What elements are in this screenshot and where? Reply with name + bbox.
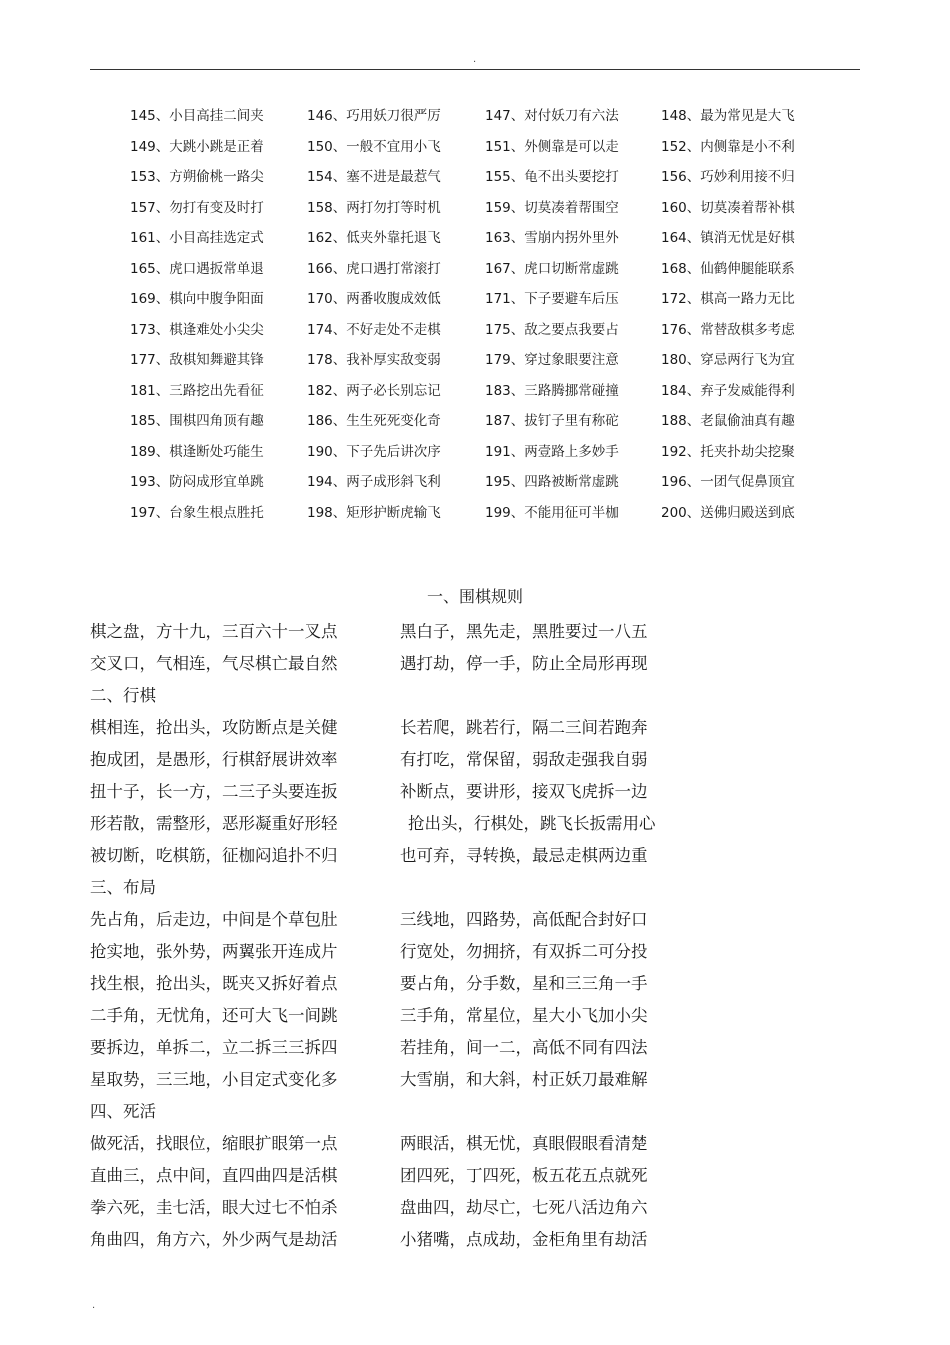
tip-item: 172、棋高一路力无比 [661, 291, 795, 308]
poem-right: 补断点，要讲形，接双飞虎拆一边 [400, 782, 648, 801]
tip-item: 148、最为常见是大飞 [661, 108, 795, 125]
tip-item: 155、龟不出头要挖打 [485, 169, 619, 186]
tip-item: 146、巧用妖刀很严厉 [307, 108, 441, 125]
tip-item: 147、对付妖刀有六法 [485, 108, 619, 125]
poem-line [90, 614, 830, 646]
tips-row [130, 496, 820, 527]
poem-left: 形若散，需整形，恶形凝重好形轻 [90, 814, 338, 833]
poem-left: 直曲三，点中间，直四曲四是活棋 [90, 1166, 338, 1185]
poem-line [90, 934, 830, 966]
poem-line [90, 1190, 830, 1222]
poem-left: 棋相连，抢出头，攻防断点是关健 [90, 718, 338, 737]
tip-item: 159、切莫凑着帮围空 [485, 199, 619, 216]
poem-line [90, 678, 830, 710]
poem-left: 找生根，抢出头，既夹又拆好着点 [90, 974, 338, 993]
tip-item: 190、下子先后讲次序 [307, 443, 441, 460]
rules-poem [90, 614, 830, 1254]
tip-item: 186、生生死死变化奇 [307, 413, 441, 430]
tip-item: 193、防闷成形宜单跳 [130, 474, 264, 491]
tip-item: 180、穿忌两行飞为宜 [661, 352, 795, 369]
poem-left: 拳六死，圭七活，眼大过七不怕杀 [90, 1198, 338, 1217]
poem-left: 四、死活 [90, 1102, 156, 1121]
poem-left: 先占角，后走边，中间是个草包肚 [90, 910, 338, 929]
poem-left: 二手角，无忧角，还可大飞一间跳 [90, 1006, 338, 1025]
tip-item: 189、棋逢断处巧能生 [130, 443, 264, 460]
poem-line [90, 742, 830, 774]
tips-row [130, 282, 820, 313]
poem-line [90, 1062, 830, 1094]
tip-item: 154、塞不进是最惹气 [307, 169, 441, 186]
tip-item: 162、低夹外靠托退飞 [307, 230, 441, 247]
poem-right: 黑白子，黑先走，黑胜要过一八五 [400, 622, 648, 641]
tip-item: 194、两子成形斜飞利 [307, 474, 441, 491]
tip-item: 169、棋向中腹争阳面 [130, 291, 264, 308]
poem-right: 若挂角，间一二，高低不同有四法 [400, 1038, 648, 1057]
tip-item: 179、穿过象眼要注意 [485, 352, 619, 369]
tip-item: 151、外侧靠是可以走 [485, 138, 619, 155]
tips-row [130, 313, 820, 344]
poem-line [90, 1158, 830, 1190]
tip-item: 161、小目高挂选定式 [130, 230, 264, 247]
tip-item: 197、台象生根点胜托 [130, 504, 264, 521]
poem-right: 抢出头，行棋处，跳飞长扳需用心 [408, 814, 656, 833]
tips-row [130, 435, 820, 466]
tip-item: 177、敌棋知舞避其锋 [130, 352, 264, 369]
tip-item: 156、巧妙利用接不归 [661, 169, 795, 186]
tip-item: 196、一团气促鼻顶宜 [661, 474, 795, 491]
tip-item: 149、大跳小跳是正着 [130, 138, 264, 155]
poem-line [90, 870, 830, 902]
tips-row [130, 343, 820, 374]
header-dot: . [473, 54, 477, 65]
tip-item: 198、矩形护断虎输飞 [307, 504, 441, 521]
poem-line [90, 966, 830, 998]
poem-left: 做死活，找眼位，缩眼扩眼第一点 [90, 1134, 338, 1153]
tips-table [130, 99, 820, 526]
poem-right: 盘曲四，劫尽亡，七死八活边角六 [400, 1198, 648, 1217]
poem-right: 要占角，分手数，星和三三角一手 [400, 974, 648, 993]
tips-row [130, 130, 820, 161]
tip-item: 176、常替敌棋多考虑 [661, 321, 795, 338]
tip-item: 184、弃子发威能得利 [661, 382, 795, 399]
poem-left: 抢实地，张外势，两翼张开连成片 [90, 942, 338, 961]
poem-left: 星取势，三三地，小目定式变化多 [90, 1070, 338, 1089]
poem-line [90, 646, 830, 678]
tip-item: 174、不好走处不走棋 [307, 321, 441, 338]
tip-item: 191、两壹路上多妙手 [485, 443, 619, 460]
tips-row [130, 465, 820, 496]
tip-item: 164、镇消无忧是好棋 [661, 230, 795, 247]
tips-row [130, 404, 820, 435]
poem-left: 被切断，吃棋筋，征枷闷追扑不归 [90, 846, 338, 865]
poem-left: 扭十子，长一方，二三子头要连扳 [90, 782, 338, 801]
tip-item: 173、棋逢难处小尖尖 [130, 321, 264, 338]
tip-item: 150、一般不宜用小飞 [307, 138, 441, 155]
tip-item: 160、切莫凑着帮补棋 [661, 199, 795, 216]
footer-dot: . [92, 1300, 96, 1311]
tips-row [130, 160, 820, 191]
tip-item: 171、下子要避车后压 [485, 291, 619, 308]
poem-right: 三线地，四路势，高低配合封好口 [400, 910, 648, 929]
poem-right: 团四死，丁四死，板五花五点就死 [400, 1166, 648, 1185]
tip-item: 192、托夹扑劫尖挖聚 [661, 443, 795, 460]
tip-item: 158、两打勿打等时机 [307, 199, 441, 216]
poem-line [90, 1222, 830, 1254]
tip-item: 168、仙鹤伸腿能联系 [661, 260, 795, 277]
tip-item: 153、方朔偷桃一路尖 [130, 169, 264, 186]
tip-item: 175、敌之要点我要占 [485, 321, 619, 338]
tip-item: 170、两番收腹成效低 [307, 291, 441, 308]
tip-item: 145、小目高挂二间夹 [130, 108, 264, 125]
poem-right: 遇打劫，停一手，防止全局形再现 [400, 654, 648, 673]
tip-item: 188、老鼠偷油真有趣 [661, 413, 795, 430]
poem-right: 三手角，常星位，星大小飞加小尖 [400, 1006, 648, 1025]
poem-left: 要拆边，单拆二，立二拆三三拆四 [90, 1038, 338, 1057]
poem-line [90, 1030, 830, 1062]
tip-item: 166、虎口遇打常滚打 [307, 260, 441, 277]
poem-right: 大雪崩，和大斜，村正妖刀最难解 [400, 1070, 648, 1089]
poem-left: 抱成团，是愚形，行棋舒展讲效率 [90, 750, 338, 769]
tip-item: 185、围棋四角顶有趣 [130, 413, 264, 430]
tip-item: 199、不能用征可半枷 [485, 504, 619, 521]
poem-right: 也可弃，寻转换，最忌走棋两边重 [400, 846, 648, 865]
poem-line [90, 902, 830, 934]
tip-item: 195、四路被断常虚跳 [485, 474, 619, 491]
tip-item: 182、两子必长别忘记 [307, 382, 441, 399]
tip-item: 200、送佛归殿送到底 [661, 504, 795, 521]
tip-item: 152、内侧靠是小不利 [661, 138, 795, 155]
tips-row [130, 191, 820, 222]
poem-right: 小猪嘴，点成劫，金柜角里有劫活 [400, 1230, 648, 1249]
poem-line [90, 998, 830, 1030]
poem-line [90, 806, 830, 838]
tip-item: 181、三路挖出先看征 [130, 382, 264, 399]
tip-item: 167、虎口切断常虚跳 [485, 260, 619, 277]
poem-right: 两眼活，棋无忧，真眼假眼看清楚 [400, 1134, 648, 1153]
tip-item: 163、雪崩内拐外里外 [485, 230, 619, 247]
poem-left: 三、布局 [90, 878, 156, 897]
poem-left: 交叉口，气相连，气尽棋亡最自然 [90, 654, 338, 673]
tips-row [130, 252, 820, 283]
poem-line [90, 1126, 830, 1158]
poem-line [90, 838, 830, 870]
poem-left: 角曲四，角方六，外少两气是劫活 [90, 1230, 338, 1249]
tip-item: 187、拔钉子里有称砣 [485, 413, 619, 430]
poem-line [90, 1094, 830, 1126]
tip-item: 183、三路腾挪常碰撞 [485, 382, 619, 399]
section-title: 一、围棋规则 [426, 587, 523, 606]
tip-item: 157、勿打有变及时打 [130, 199, 264, 216]
poem-line [90, 774, 830, 806]
header-rule [90, 69, 860, 70]
poem-left: 二、行棋 [90, 686, 156, 705]
poem-right: 有打吃，常保留，弱敌走强我自弱 [400, 750, 648, 769]
tip-item: 178、我补厚实敌变弱 [307, 352, 441, 369]
tips-row [130, 374, 820, 405]
poem-left: 棋之盘，方十九，三百六十一叉点 [90, 622, 338, 641]
tip-item: 165、虎口遇扳常单退 [130, 260, 264, 277]
tips-row [130, 99, 820, 130]
poem-right: 行宽处，勿拥挤，有双拆二可分投 [400, 942, 648, 961]
poem-line [90, 710, 830, 742]
poem-right: 长若爬，跳若行，隔二三间若跑奔 [400, 718, 648, 737]
tips-row [130, 221, 820, 252]
